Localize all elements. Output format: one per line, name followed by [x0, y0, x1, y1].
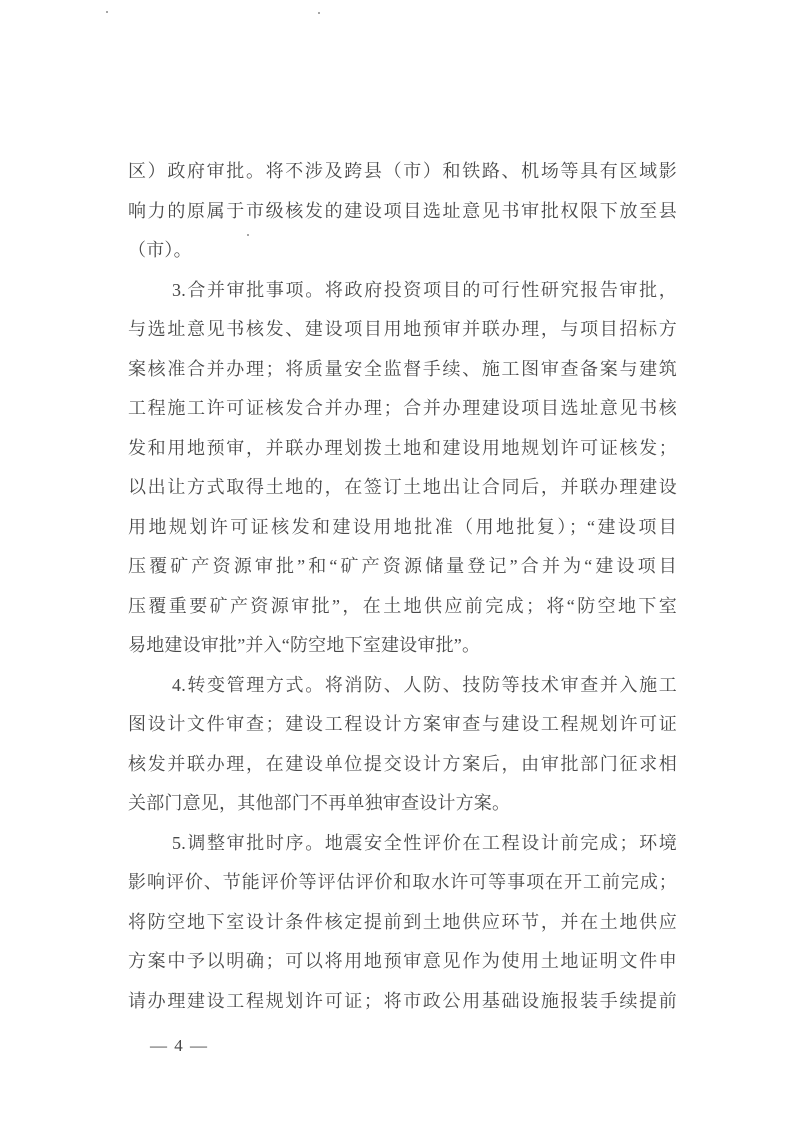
text-line: 3.合并审批事项。将政府投资项目的可行性研究报告审批，	[172, 279, 677, 300]
text-line: 关部门意见，其他部门不再单独审查设计方案。	[128, 793, 511, 813]
page-number: — 4 —	[150, 1036, 209, 1055]
text-line: 5.调整审批时序。地震安全性评价在工程设计前完成；环境	[172, 832, 677, 853]
text-line: 方案中予以明确；可以将用地预审意见作为使用土地证明文件申	[128, 951, 677, 971]
scan-speck	[318, 12, 320, 14]
text-line: 图设计文件审查；建设工程设计方案审查与建设工程规划许可证	[128, 714, 677, 734]
text-line: 用地规划许可证核发和建设用地批准（用地批复）；“建设项目	[128, 516, 677, 537]
text-line: 与选址意见书核发、建设项目用地预审并联办理，与项目招标方	[128, 319, 677, 339]
text-line: 影响评价、节能评价等评估评价和取水许可等事项在开工前完成；	[128, 872, 677, 892]
text-line: 核发并联办理，在建设单位提交设计方案后，由审批部门征求相	[128, 753, 677, 774]
text-line: 区）政府审批。将不涉及跨县（市）和铁路、机场等具有区域影	[128, 161, 677, 181]
paragraph	[128, 824, 677, 1022]
document-body	[128, 152, 677, 1021]
paragraph	[128, 666, 677, 824]
text-line: 请办理建设工程规划许可证；将市政公用基础设施报装手续提前	[128, 990, 677, 1011]
text-line: 将防空地下室设计条件核定提前到土地供应环节，并在土地供应	[128, 911, 677, 932]
text-line: 案核准合并办理；将质量安全监督手续、施工图审查备案与建筑	[128, 358, 677, 379]
scan-speck	[106, 11, 108, 13]
text-line: 响力的原属于市级核发的建设项目选址意见书审批权限下放至县	[128, 200, 677, 221]
text-line: 工程施工许可证核发合并办理；合并办理建设项目选址意见书核	[128, 398, 677, 418]
text-line: 以出让方式取得土地的，在签订土地出让合同后，并联办理建设	[128, 477, 677, 497]
text-line: 易地建设审批”并入“防空地下室建设审批”。	[128, 635, 481, 655]
text-line: 4.转变管理方式。将消防、人防、技防等技术审查并入施工	[172, 674, 677, 695]
text-line: 压覆矿产资源审批”和“矿产资源储量登记”合并为“建设项目	[128, 556, 677, 576]
text-line: （市）。	[128, 240, 192, 260]
scan-speck	[247, 234, 249, 236]
paragraph	[128, 271, 677, 666]
text-line: 发和用地预审，并联办理划拨土地和建设用地规划许可证核发；	[128, 437, 677, 458]
paragraph	[128, 152, 677, 271]
text-line: 压覆重要矿产资源审批”，在土地供应前完成；将“防空地下室	[128, 595, 677, 616]
